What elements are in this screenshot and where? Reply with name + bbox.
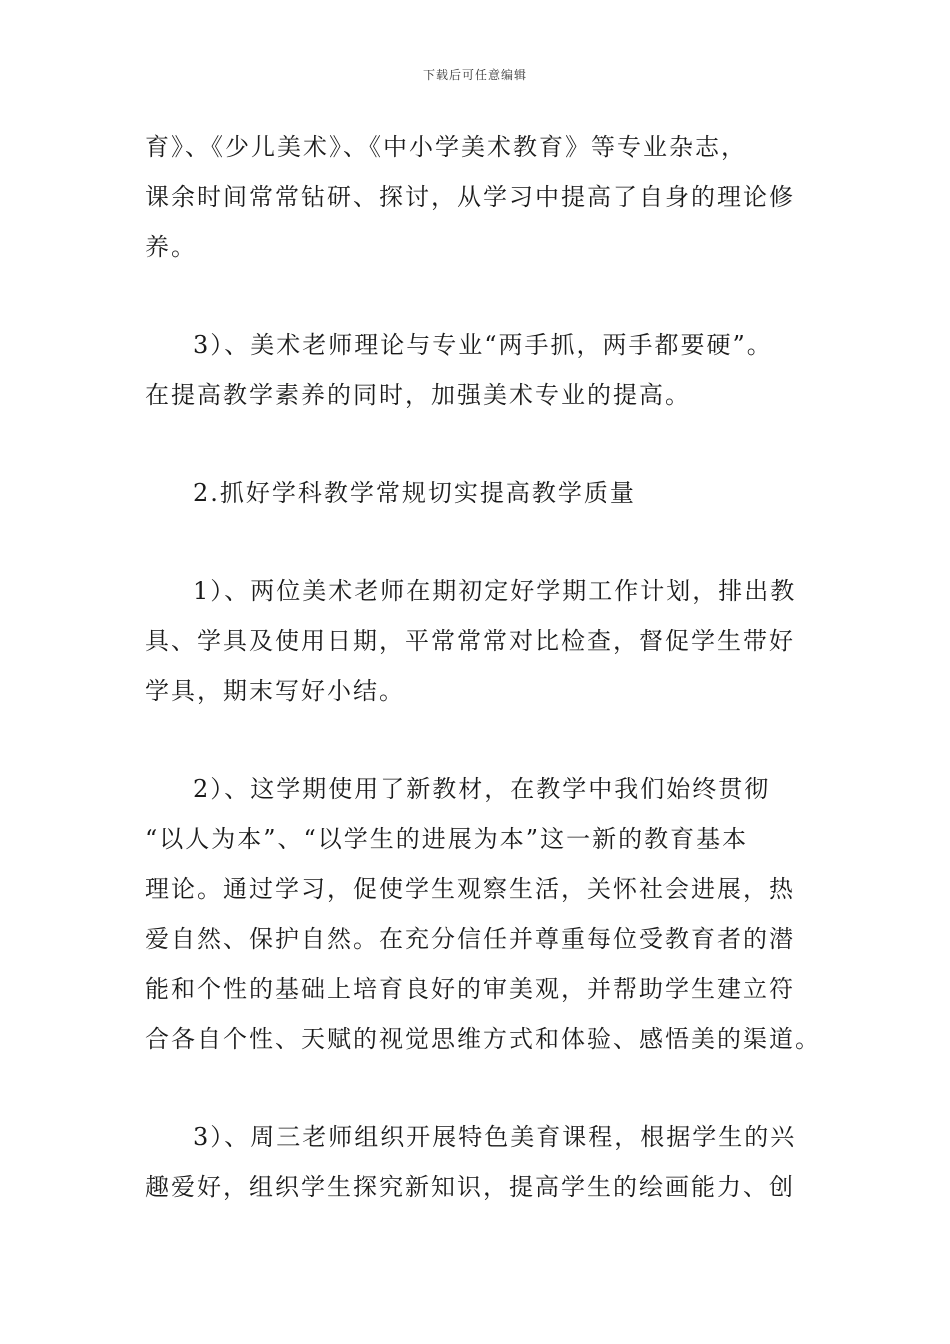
- paragraph-work-plan: [145, 566, 815, 716]
- text-line: 学具，期末写好小结。: [145, 677, 405, 705]
- page-header: 下载后可任意编辑: [422, 68, 527, 82]
- section-heading: [145, 468, 815, 518]
- paragraph-new-textbook: [145, 764, 821, 1064]
- text-line: 3）、周三老师组织开展特色美育课程，根据学生的兴: [193, 1123, 797, 1151]
- paragraph-magazines: [145, 122, 815, 272]
- text-line: 3）、美术老师理论与专业“两手抓，两手都要硬”。: [193, 331, 773, 359]
- text-line: 课余时间常常钻研、探讨，从学习中提高了自身的理论修: [145, 183, 795, 211]
- text-line: 养。: [145, 233, 197, 261]
- document-body: [145, 122, 821, 1212]
- text-line: 在提高教学素养的同时，加强美术专业的提高。: [145, 381, 691, 409]
- text-line: 理论。通过学习，促使学生观察生活，关怀社会进展，热: [145, 875, 795, 903]
- paragraph-theory-and-skill: [145, 320, 815, 420]
- text-line: 能和个性的基础上培育良好的审美观，并帮助学生建立符: [145, 975, 795, 1003]
- text-line: 具、学具及使用日期，平常常常对比检查，督促学生带好: [145, 627, 795, 655]
- text-line: 爱自然、保护自然。在充分信任并尊重每位受教育者的潜: [145, 925, 795, 953]
- text-line: 趣爱好，组织学生探究新知识，提高学生的绘画能力、创: [145, 1173, 795, 1201]
- text-line: “以人为本”、“以学生的进展为本”这一新的教育基本: [145, 825, 749, 853]
- text-line: 育》、《少儿美术》、《中小学美术教育》等专业杂志，: [145, 133, 747, 161]
- text-line: 2）、这学期使用了新教材，在教学中我们始终贯彻: [193, 775, 771, 803]
- section-title: 2.抓好学科教学常规切实提高教学质量: [193, 479, 636, 507]
- paragraph-art-course: [145, 1112, 815, 1212]
- text-line: 合各自个性、天赋的视觉思维方式和体验、感悟美的渠道。: [145, 1025, 821, 1053]
- text-line: 1）、两位美术老师在期初定好学期工作计划，排出教: [193, 577, 797, 605]
